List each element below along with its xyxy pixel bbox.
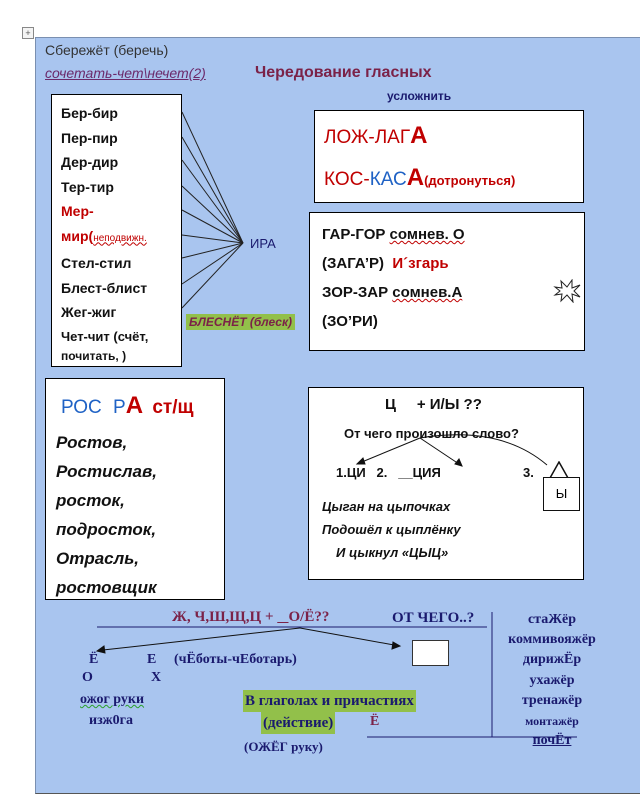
- list-item: тренажёр: [521, 692, 583, 708]
- list-item: Пер-пир: [61, 129, 118, 146]
- answer-box[interactable]: [412, 640, 449, 666]
- rule-text: Ж, Ч,Ш,Щ,Ц + О/Ё??: [172, 609, 330, 625]
- right-word-list: [492, 610, 612, 751]
- list-item: почитать, ): [61, 349, 127, 363]
- list-item: Жег-жиг: [61, 304, 117, 320]
- list-item: Тер-тир: [61, 178, 114, 195]
- list-item: Блест-блист: [61, 279, 148, 296]
- yo-letter: Ё: [89, 652, 99, 667]
- ts-question: От чего произошло слово?: [344, 426, 519, 441]
- blesnet-label: БЛЕСНЁТ (блеск): [186, 314, 295, 330]
- header-line-1: Сбережёт (беречь): [45, 42, 169, 58]
- list-item: ростовщик: [56, 578, 157, 597]
- verbs-rule: В глаголах и причастиях (действие): [243, 690, 416, 734]
- list-item: дирижЁр: [522, 652, 582, 668]
- ira-label: ИРА: [250, 236, 276, 251]
- yo-letter-2: Ё: [370, 714, 380, 729]
- page-title: Чередование гласных: [255, 64, 432, 81]
- ts-poem: Цыган на цыпочках Подошёл к цыплёнку И цыкнул «ЦЫЦ»: [322, 499, 461, 560]
- list-item: коммивояжёр: [508, 632, 596, 648]
- list-item: монтажёр: [525, 714, 579, 729]
- list-item: подросток,: [56, 520, 157, 539]
- ts-option-3-box: Ы: [543, 477, 580, 511]
- o-letter: О: [82, 670, 93, 685]
- lozh-line-2: КОС-КАСА(дотронуться): [324, 164, 516, 191]
- list-item: почЁт: [532, 733, 572, 749]
- x-letter: Х: [151, 670, 162, 685]
- e-letter: Е: [147, 652, 157, 667]
- list-item: росток,: [56, 491, 125, 510]
- list-item: мир(неподвижн.: [61, 227, 147, 244]
- ot-chego: ОТ ЧЕГО..?: [392, 610, 475, 626]
- gar-lines: ГАР-ГОР сомнев. О (ЗАГА’Р) И´згарь ЗОР-ЗАР сомнев.А (ЗО’РИ): [322, 226, 465, 330]
- chebot-example: (чЁботы-чЕботарь): [174, 652, 297, 667]
- list-item: Дер-дир: [61, 154, 119, 170]
- list-item: Мер-: [61, 203, 94, 219]
- list-item: Стел-стил: [61, 255, 132, 271]
- ros-title: РОС РА ст/щ: [61, 392, 194, 419]
- header-line-2: сочетать-чет\нечет(2): [45, 65, 206, 81]
- ozheg-text: (ОЖЁГ руку): [244, 739, 323, 754]
- list-item: Ростислав,: [56, 462, 157, 481]
- list-item: Отрасль,: [56, 549, 140, 568]
- list-item: Бер-бир: [61, 105, 118, 121]
- page-subtitle: усложнить: [387, 89, 452, 103]
- list-item: ухажёр: [529, 672, 575, 688]
- list-item: стаЖёр: [527, 612, 577, 627]
- izzhoga-text: изж0га: [89, 713, 133, 728]
- lozh-line-1: ЛОЖ-ЛАГА: [324, 122, 428, 149]
- list-item: Чет-чит (счёт,: [61, 328, 149, 344]
- ts-option-3: 3.: [523, 465, 534, 480]
- move-handle-icon[interactable]: +: [22, 27, 34, 39]
- ozog-text: ожог руки: [80, 692, 145, 707]
- ts-title: Ц + И/Ы ??: [385, 396, 482, 413]
- ts-options: 1.ЦИ 2. __ЦИЯ: [336, 465, 441, 480]
- list-item: Ростов,: [56, 433, 128, 452]
